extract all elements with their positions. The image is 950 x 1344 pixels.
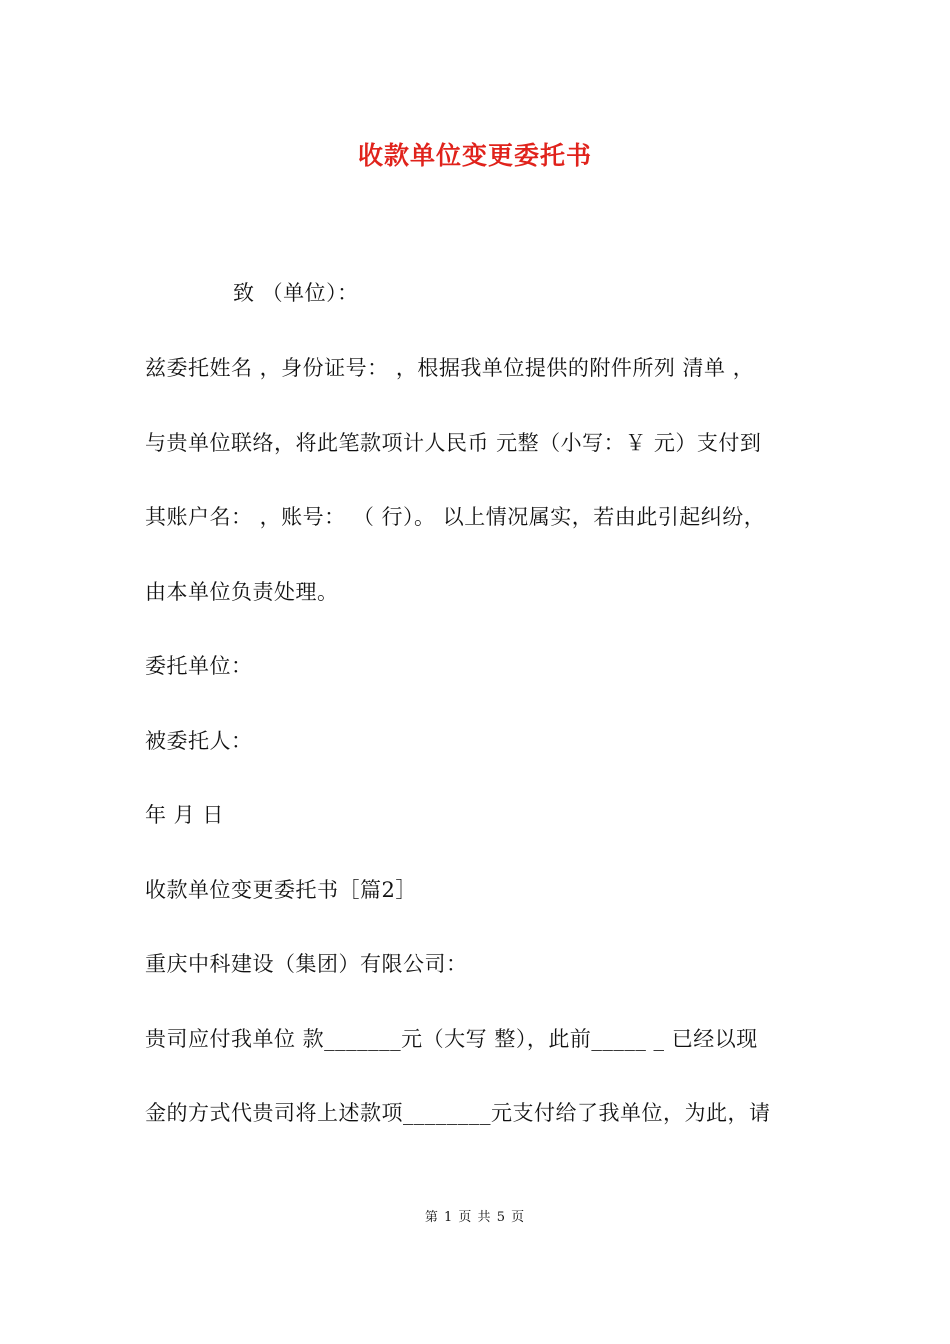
date-line: 年 月 日 [145, 803, 224, 827]
body-line-4: 由本单位负责处理。 [145, 580, 339, 604]
document-title: 收款单位变更委托书 [357, 141, 592, 170]
page-footer: 第 1 页 共 5 页 [424, 1210, 526, 1225]
body-line-3: 其账户名： ，账号： （ 行）。 以上情况属实，若由此引起纠纷， [145, 505, 766, 529]
entrusting-unit-line: 委托单位： [145, 654, 253, 678]
body-line-5: 贵司应付我单位 款_______元（大写 整），此前_____ _ 已经以现 [145, 1027, 758, 1051]
company-addressee: 重庆中科建设（集团）有限公司： [145, 952, 468, 976]
body-line-1: 兹委托姓名 ，身份证号： ，根据我单位提供的附件所列 清单 ， [145, 356, 755, 380]
entrusted-person-line: 被委托人： [145, 729, 253, 753]
section-heading: 收款单位变更委托书［篇2］ [145, 878, 417, 902]
addressee-line: 致 （单位）： [233, 281, 359, 305]
body-line-6: 金的方式代贵司将上述款项________元支付给了我单位，为此，请 [145, 1101, 771, 1125]
body-line-2: 与贵单位联络，将此笔款项计人民币 元整（小写：￥ 元）支付到 [145, 431, 762, 455]
